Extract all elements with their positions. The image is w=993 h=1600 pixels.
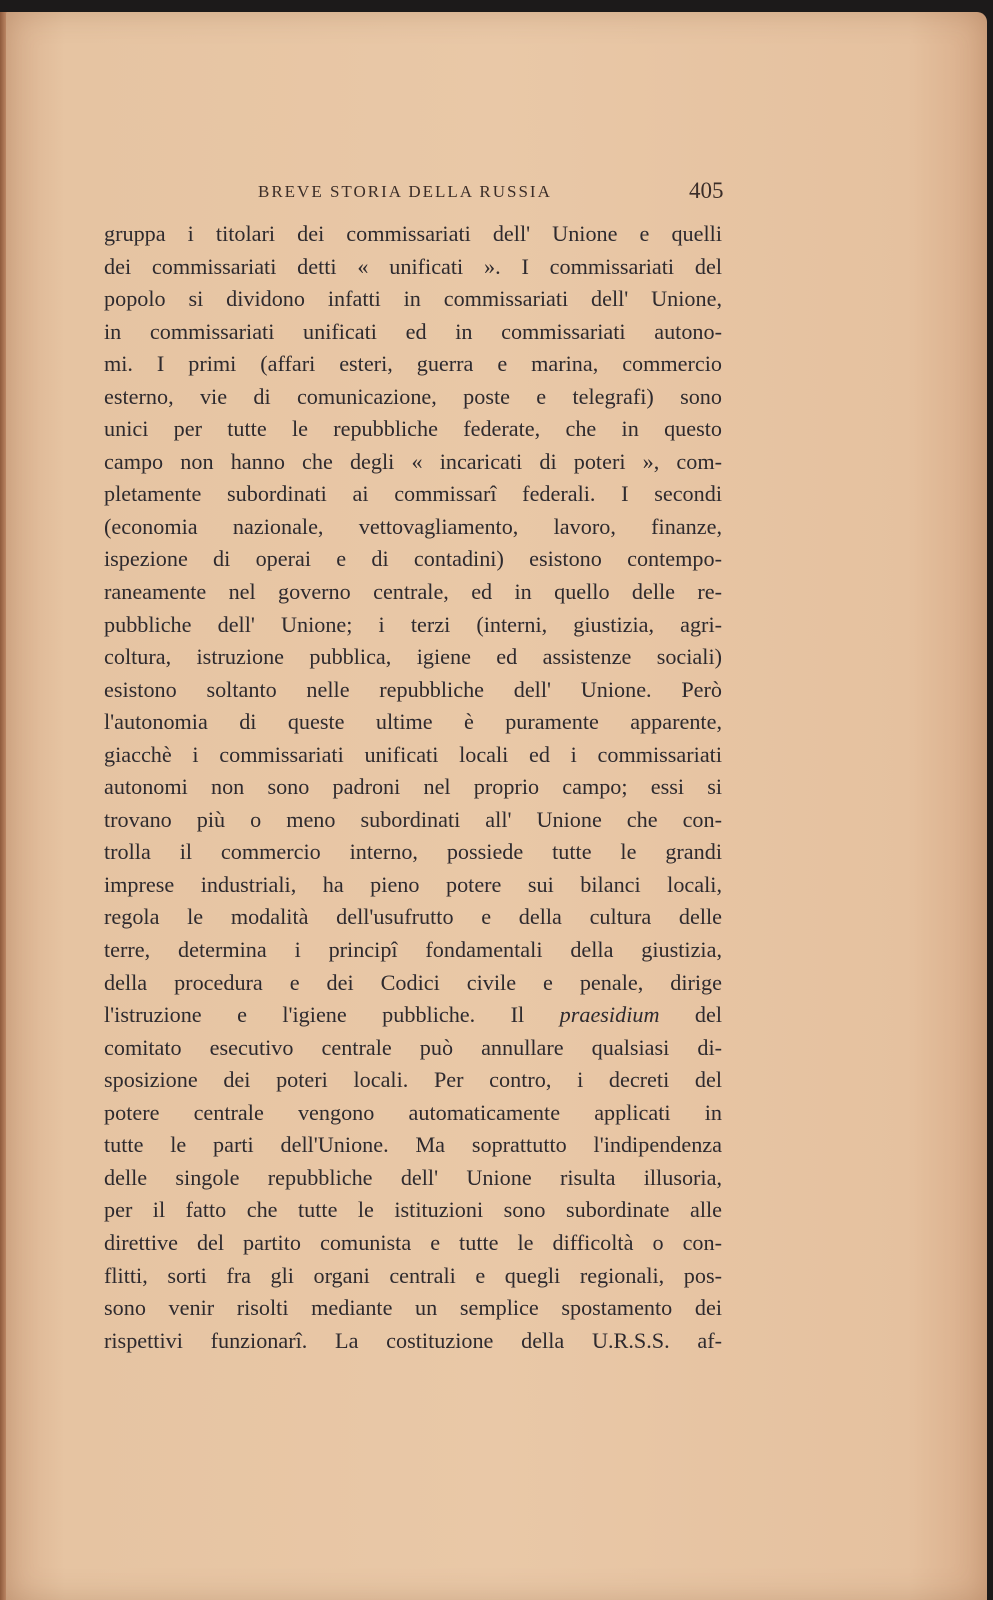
text-line: coltura, istruzione pubblica, igiene ed assistenze sociali): [104, 644, 722, 670]
text-line: giacchè i commissariati unificati locali ed i commissariati: [104, 741, 722, 767]
running-head: [6, 178, 987, 212]
text-line: esterno, vie di comunicazione, poste e telegrafi) sono: [104, 383, 722, 409]
text-line: campo non hanno che degli « incaricati di poteri », com-: [104, 448, 722, 474]
italic-term: praesidium: [559, 1002, 660, 1028]
body-text: [104, 218, 722, 1357]
text-line: (economia nazionale, vettovagliamento, lavoro, finanze,: [104, 513, 722, 539]
text-line: dei commissariati detti « unificati ». I commissariati del: [104, 253, 722, 279]
text-line: rispettivi funzionarî. La costituzione della U.R.S.S. af-: [104, 1327, 722, 1353]
text-line: comitato esecutivo centrale può annullare qualsiasi di-: [104, 1034, 722, 1060]
text-line: tutte le parti dell'Unione. Ma soprattutto l'indipendenza: [104, 1132, 722, 1158]
text-segment: del: [694, 1002, 723, 1028]
text-line: per il fatto che tutte le istituzioni sono subordinate alle: [104, 1197, 722, 1223]
text-line-with-italic: [104, 999, 722, 1032]
text-line: terre, determina i principî fondamentali della giustizia,: [104, 937, 722, 963]
text-line: pletamente subordinati ai commissarî federali. I secondi: [104, 481, 722, 507]
text-segment: l'istruzione e l'igiene pubbliche. Il: [104, 1002, 525, 1028]
text-line: ispezione di operai e di contadini) esistono contempo-: [104, 546, 722, 572]
text-line: mi. I primi (affari esteri, guerra e marina, commercio: [104, 351, 722, 377]
text-line: l'autonomia di queste ultime è puramente apparente,: [104, 709, 722, 735]
text-line: direttive del partito comunista e tutte le difficoltà o con-: [104, 1229, 722, 1255]
text-line: popolo si dividono infatti in commissariati dell' Unione,: [104, 286, 722, 312]
text-line: autonomi non sono padroni nel proprio campo; essi si: [104, 774, 722, 800]
page-number: 405: [689, 178, 724, 203]
text-line: della procedura e dei Codici civile e penale, dirige: [104, 969, 722, 995]
text-line: raneamente nel governo centrale, ed in quello delle re-: [104, 579, 722, 605]
text-line: unici per tutte le repubbliche federate, che in questo: [104, 416, 722, 442]
running-title: BREVE STORIA DELLA RUSSIA: [258, 182, 552, 201]
text-line: esistono soltanto nelle repubbliche dell' Unione. Però: [104, 676, 722, 702]
text-line: trovano più o meno subordinati all' Unione che con-: [104, 806, 722, 832]
text-line: sposizione dei poteri locali. Per contro, i decreti del: [104, 1067, 722, 1093]
text-line: pubbliche dell' Unione; i terzi (interni, giustizia, agri-: [104, 611, 722, 637]
text-line: sono venir risolti mediante un semplice spostamento dei: [104, 1295, 722, 1321]
text-line: delle singole repubbliche dell' Unione risulta illusoria,: [104, 1164, 722, 1190]
text-line: flitti, sorti fra gli organi centrali e quegli regionali, pos-: [104, 1262, 722, 1288]
text-line: trolla il commercio interno, possiede tutte le grandi: [104, 839, 722, 865]
text-line: regola le modalità dell'usufrutto e della cultura delle: [104, 904, 722, 930]
text-line: gruppa i titolari dei commissariati dell' Unione e quelli: [104, 221, 722, 246]
text-line: in commissariati unificati ed in commissariati autono-: [104, 318, 722, 344]
text-line: imprese industriali, ha pieno potere sui bilanci locali,: [104, 871, 722, 897]
text-line: potere centrale vengono automaticamente applicati in: [104, 1099, 722, 1125]
